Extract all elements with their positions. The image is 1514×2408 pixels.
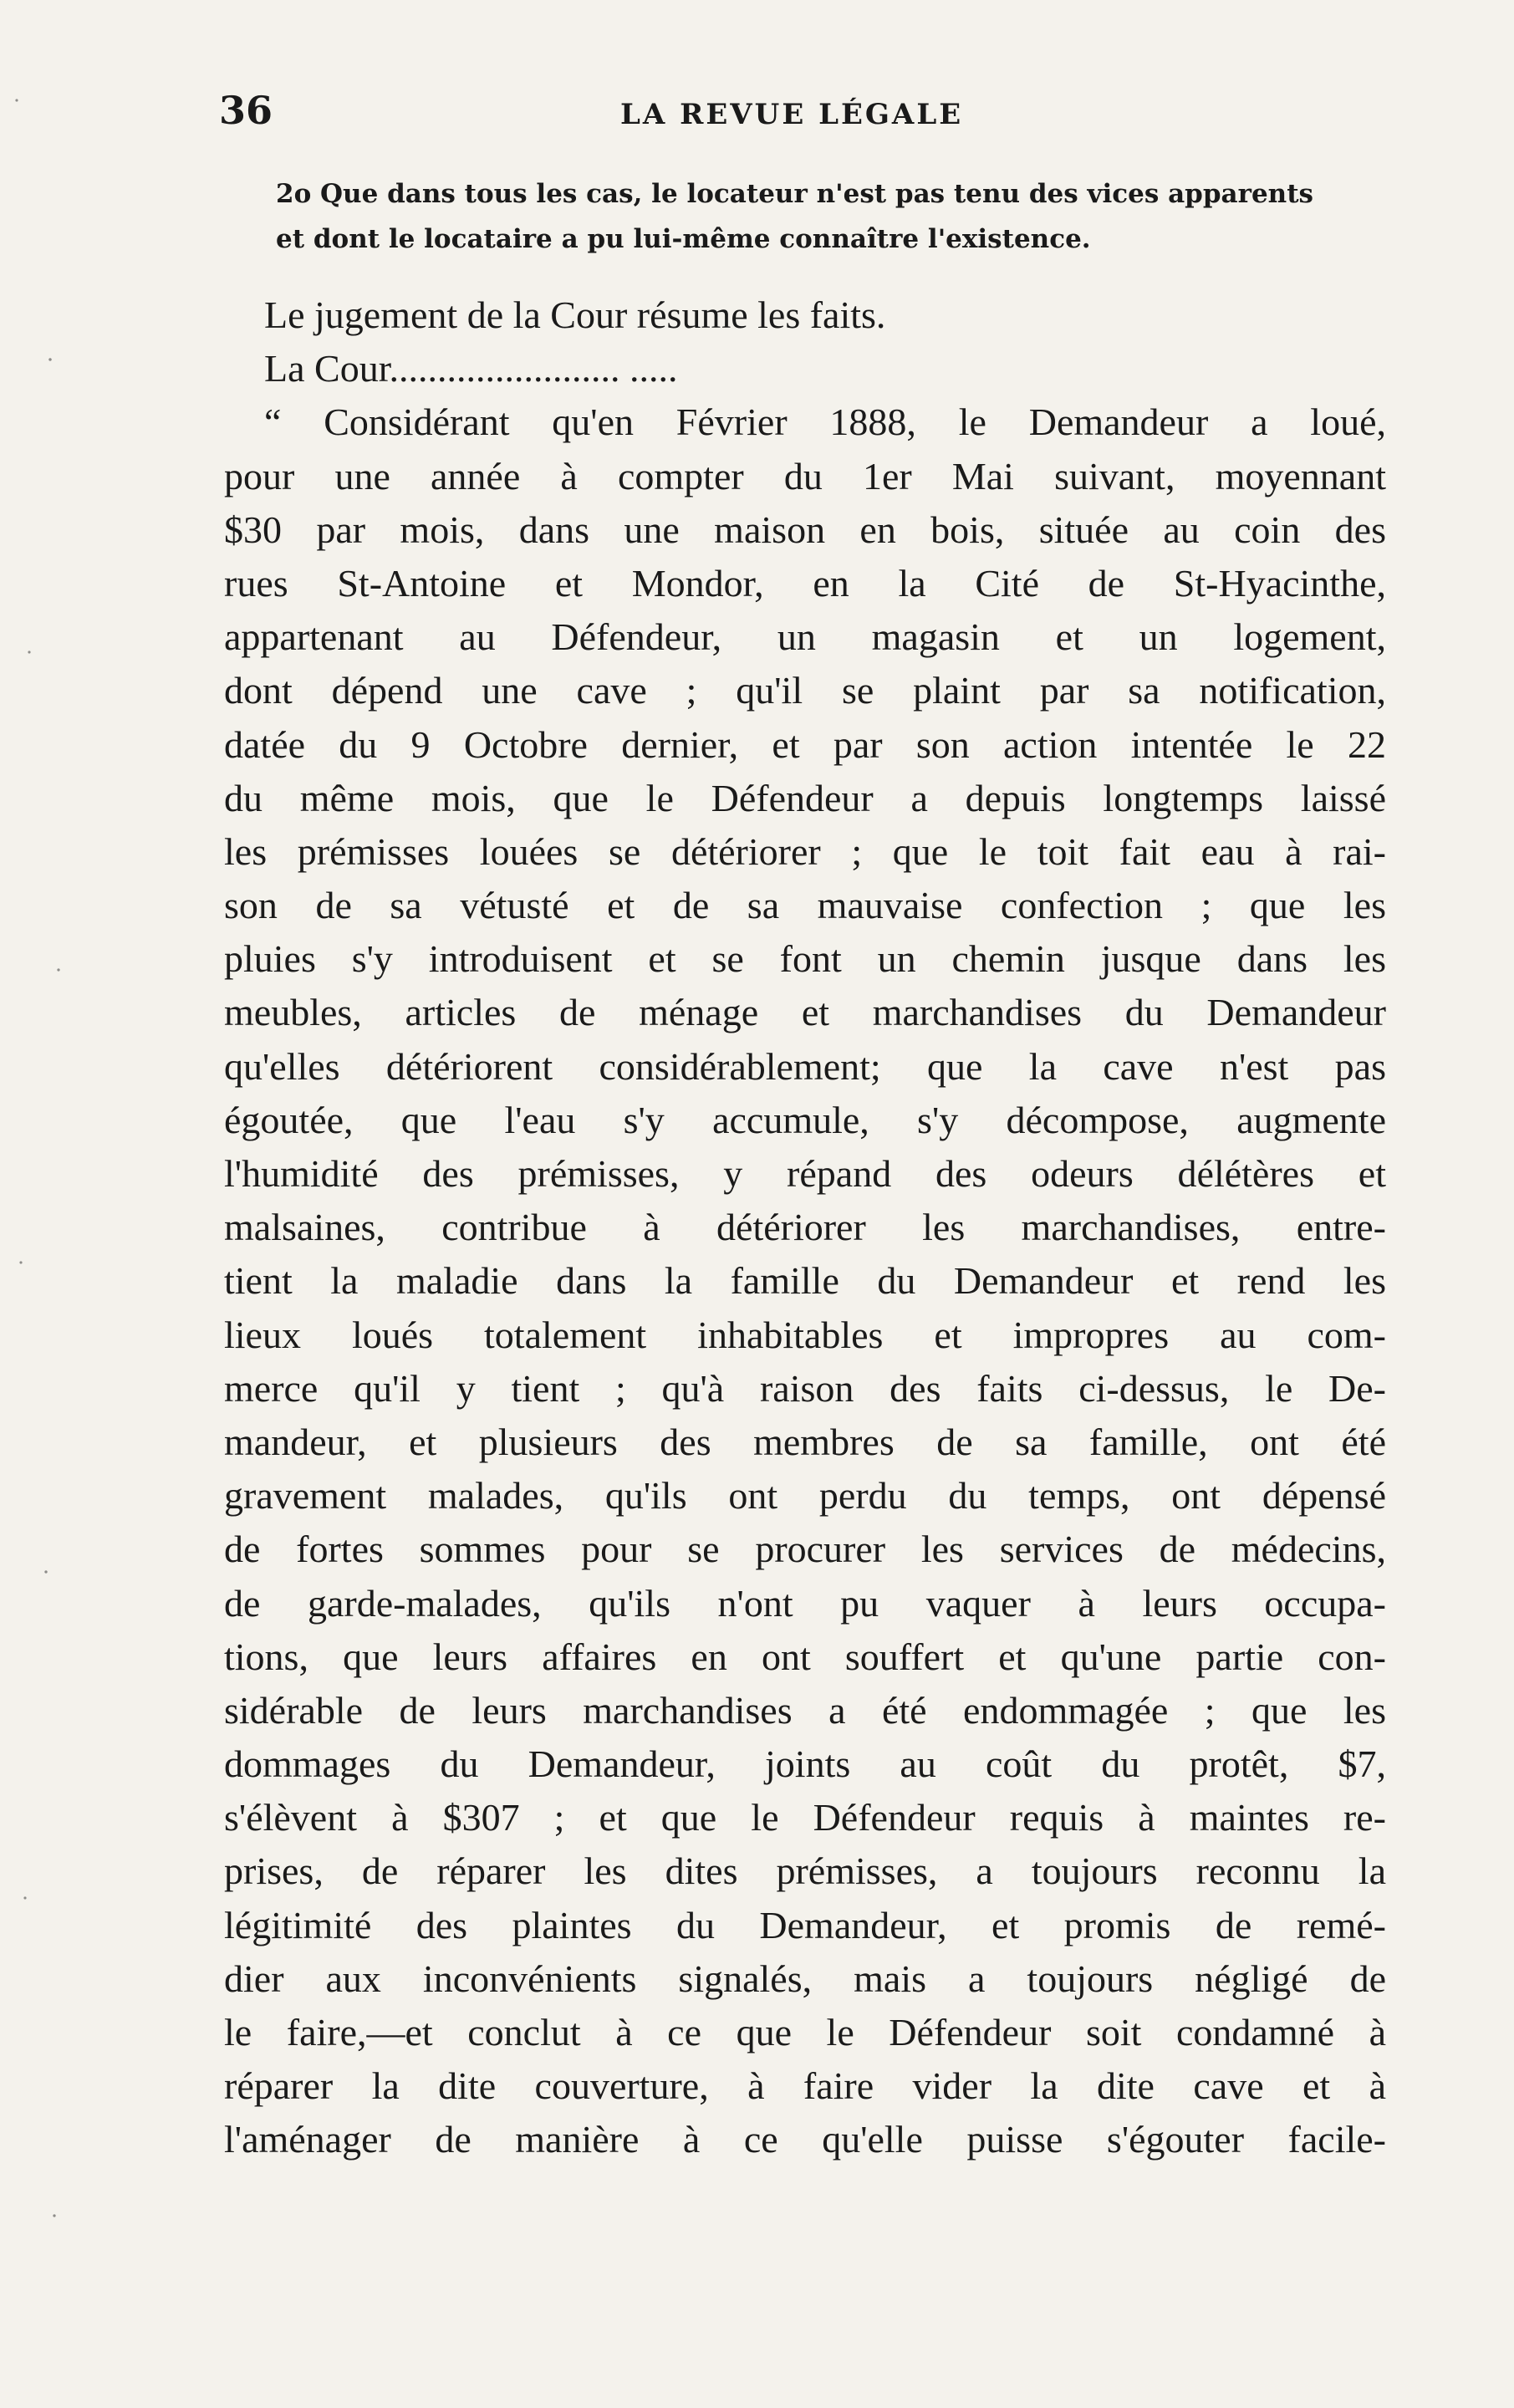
body-text — [224, 288, 1386, 2167]
scan-margin-noise — [0, 0, 79, 2408]
text-line: légitimité des plaintes du Demandeur, et promis de remé- — [224, 1903, 1386, 1946]
text-line: l'aménager de manière à ce qu'elle puisse s'égouter facile- — [224, 2118, 1386, 2161]
page-header — [219, 88, 1383, 138]
paragraph-line: “ Considérant qu'en Février 1888, le Demandeur a loué, — [264, 400, 1386, 444]
paragraph-line: La Cour........................ ..... — [264, 347, 678, 390]
running-title: LA REVUE LÉGALE — [620, 98, 964, 131]
text-line: malsaines, contribue à détériorer les marchandises, entre- — [224, 1206, 1386, 1249]
text-line: réparer la dite couverture, à faire vider la dite cave et à — [224, 2064, 1386, 2108]
text-line: pour une année à compter du 1er Mai suivant, moyennant — [224, 454, 1386, 497]
paragraph-line: Le jugement de la Cour résume les faits. — [264, 293, 886, 336]
text-line: tions, que leurs affaires en ont souffert et qu'une partie con- — [224, 1635, 1386, 1678]
summary-line: 2o Que dans tous les cas, le locateur n'est pas tenu des vices apparents — [276, 179, 1313, 209]
text-line: égoutée, que l'eau s'y accumule, s'y décompose, augmente — [224, 1098, 1386, 1141]
text-line: sidérable de leurs marchandises a été endommagée ; que les — [224, 1688, 1386, 1732]
page-number: 36 — [219, 88, 273, 133]
text-line: qu'elles détériorent considérablement; que la cave n'est pas — [224, 1044, 1386, 1088]
case-summary — [276, 171, 1388, 262]
text-line: mandeur, et plusieurs des membres de sa famille, ont été — [224, 1420, 1386, 1463]
text-line: tient la maladie dans la famille du Demandeur et rend les — [224, 1259, 1386, 1303]
text-line: merce qu'il y tient ; qu'à raison des faits ci-dessus, le De- — [224, 1366, 1386, 1410]
text-line: pluies s'y introduisent et se font un chemin jusque dans les — [224, 937, 1386, 981]
text-line: dier aux inconvénients signalés, mais a toujours négligé de — [224, 1956, 1386, 2000]
text-line: prises, de réparer les dites prémisses, a toujours reconnu la — [224, 1849, 1386, 1893]
text-line: le faire,—et conclut à ce que le Défendeur soit condamné à — [224, 2011, 1386, 2053]
text-line: du même mois, que le Défendeur a depuis longtemps laissé — [224, 776, 1386, 819]
text-line: datée du 9 Octobre dernier, et par son action intentée le 22 — [224, 722, 1386, 766]
text-line: $30 par mois, dans une maison en bois, située au coin des — [224, 508, 1386, 551]
text-line: rues St-Antoine et Mondor, en la Cité de St-Hyacinthe, — [224, 561, 1386, 605]
text-line: dont dépend une cave ; qu'il se plaint par sa notification, — [224, 669, 1386, 712]
summary-line: et dont le locataire a pu lui-même connaître l'existence. — [276, 224, 1091, 254]
text-line: l'humidité des prémisses, y répand des odeurs délétères et — [224, 1152, 1386, 1195]
text-line: lieux loués totalement inhabitables et impropres au com- — [224, 1313, 1386, 1356]
text-line: son de sa vétusté et de sa mauvaise confection ; que les — [224, 884, 1386, 927]
text-line: appartenant au Défendeur, un magasin et un logement, — [224, 615, 1386, 659]
text-line: dommages du Demandeur, joints au coût du protêt, $7, — [224, 1742, 1386, 1786]
text-line: de fortes sommes pour se procurer les services de médecins, — [224, 1528, 1386, 1571]
text-line: gravement malades, qu'ils ont perdu du temps, ont dépensé — [224, 1474, 1386, 1518]
text-line: s'élèvent à $307 ; et que le Défendeur requis à maintes re- — [224, 1796, 1386, 1839]
text-line: de garde-malades, qu'ils n'ont pu vaquer à leurs occupa- — [224, 1581, 1386, 1625]
text-line: meubles, articles de ménage et marchandises du Demandeur — [224, 991, 1386, 1034]
text-line: les prémisses louées se détériorer ; que le toit fait eau à rai- — [224, 829, 1386, 873]
